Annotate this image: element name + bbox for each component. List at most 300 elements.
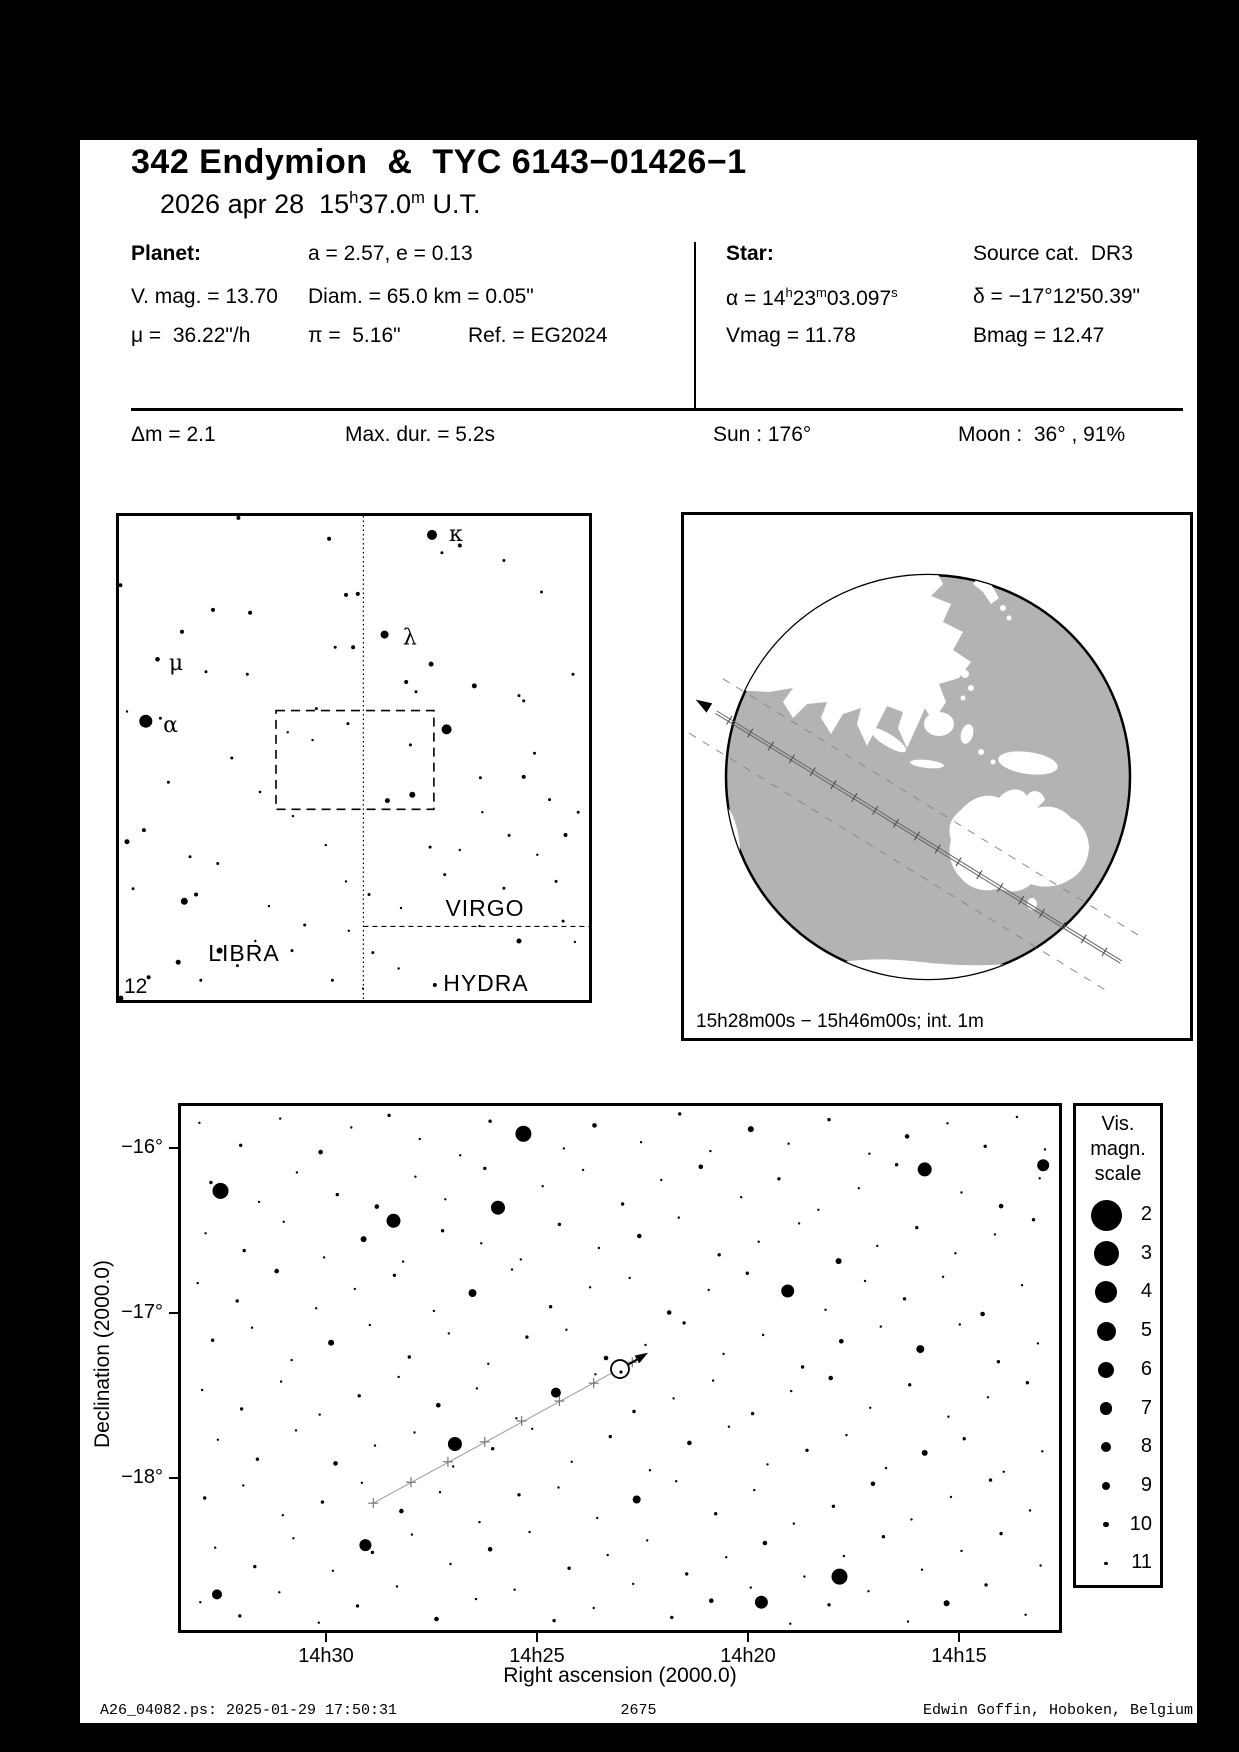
star-dot xyxy=(119,583,122,587)
star-dot xyxy=(571,1461,573,1463)
star-dot xyxy=(350,1126,352,1128)
star-dot xyxy=(513,1589,515,1591)
star-dot xyxy=(660,1179,662,1181)
globe-canvas xyxy=(684,515,1190,1038)
star-dot xyxy=(336,1193,339,1196)
legend-title xyxy=(1076,1112,1160,1187)
star-dot xyxy=(582,1169,584,1171)
star-dot xyxy=(867,1590,869,1592)
star-dot xyxy=(502,887,505,890)
star-dot xyxy=(839,1339,844,1344)
star-dot xyxy=(385,798,390,803)
star-dot xyxy=(832,1505,835,1508)
star-dot xyxy=(211,1339,214,1342)
star-dot xyxy=(531,1428,533,1430)
y-tick-label-m18: −18° xyxy=(121,1466,163,1488)
star-dot xyxy=(549,1305,552,1308)
star-dot xyxy=(443,873,446,876)
star-dot xyxy=(251,1327,253,1329)
track-direction-arrow xyxy=(696,700,713,713)
constellation-virgo: VIRGO xyxy=(445,895,525,921)
legend-mag-value: 8 xyxy=(1140,1435,1152,1458)
star-dot xyxy=(646,1539,648,1541)
star-dot xyxy=(404,680,408,684)
star-dot xyxy=(522,699,525,702)
star-dot xyxy=(518,694,521,697)
star-dot xyxy=(515,1417,517,1419)
star-dot xyxy=(950,1496,952,1498)
star-dot xyxy=(994,1233,996,1235)
star-dot xyxy=(303,924,306,927)
star-dot xyxy=(331,979,334,982)
star-dot xyxy=(709,1598,714,1603)
x-tick-label-14h15: 14h15 xyxy=(931,1645,987,1667)
star-dot xyxy=(374,1444,376,1446)
star-dot xyxy=(947,1416,949,1418)
ra-s-sup: s xyxy=(891,285,898,300)
star-dot xyxy=(315,707,318,710)
footer-author: Edwin Goffin, Hoboken, Belgium xyxy=(922,1702,1193,1719)
star-dot xyxy=(125,839,130,844)
target-star-circle xyxy=(611,1360,629,1378)
star-dot xyxy=(632,1410,635,1413)
star-dot xyxy=(763,1541,768,1546)
star-dot xyxy=(240,1407,243,1410)
star-dot xyxy=(479,776,482,779)
star-dot xyxy=(632,1583,634,1585)
star-dot xyxy=(126,710,128,712)
star-dot xyxy=(649,1469,651,1471)
legend-mag-value: 4 xyxy=(1140,1280,1152,1303)
star-dot xyxy=(999,1532,1002,1535)
star-dot xyxy=(718,1253,721,1256)
star-dot xyxy=(678,1216,680,1218)
star-dot xyxy=(362,987,364,989)
star-dot xyxy=(520,1258,522,1260)
star-dot xyxy=(594,1373,596,1375)
star-dot xyxy=(199,1601,201,1603)
ra-m-sup: m xyxy=(816,285,827,300)
star-dot xyxy=(292,1537,294,1539)
star-dot xyxy=(449,1563,451,1565)
star-dot xyxy=(946,1122,948,1124)
star-dot xyxy=(1037,1342,1039,1344)
star-dot xyxy=(439,1491,441,1493)
star-dot xyxy=(621,1202,624,1205)
planet-orbit-elements: a = 2.57, e = 0.13 xyxy=(308,242,473,265)
star-dot xyxy=(1021,1284,1023,1286)
star-dot xyxy=(381,631,389,639)
star-dot xyxy=(476,1387,478,1389)
land-japan-island xyxy=(1000,605,1006,611)
star-dot xyxy=(242,1484,244,1486)
star-dot xyxy=(678,1112,681,1115)
planet-motion: μ = 36.22"/h xyxy=(131,324,251,347)
star-dot xyxy=(433,1310,435,1312)
star-dot xyxy=(1029,1509,1031,1511)
star-dot xyxy=(942,1276,944,1278)
star-dot xyxy=(758,1241,760,1243)
star-dot xyxy=(311,739,313,741)
star-dot xyxy=(201,1389,203,1391)
star-dot xyxy=(371,951,374,954)
ra-seconds: 03.097 xyxy=(826,287,892,310)
star-dot xyxy=(984,1145,987,1148)
star-dot xyxy=(801,1365,804,1368)
star-dot xyxy=(789,1623,791,1625)
star-dot xyxy=(1039,1564,1041,1566)
star-dot xyxy=(921,1569,923,1571)
legend-mag-dot xyxy=(1104,1562,1108,1566)
star-dot xyxy=(604,1356,609,1361)
star-dot xyxy=(574,941,576,943)
star-dot xyxy=(555,880,558,883)
star-dot xyxy=(1016,1116,1018,1118)
star-dot xyxy=(167,781,170,784)
star-dot xyxy=(189,855,192,858)
star-dot xyxy=(480,1242,482,1244)
land-philippines xyxy=(961,670,969,678)
star-dot xyxy=(528,1531,530,1533)
hour-superscript: h xyxy=(349,188,359,207)
star-dot xyxy=(398,1376,400,1378)
star-dot xyxy=(1037,1159,1049,1171)
star-dot xyxy=(781,1285,794,1298)
star-dot xyxy=(910,1518,912,1520)
star-dot xyxy=(517,1493,520,1496)
star-dot xyxy=(885,1467,887,1469)
star-dot xyxy=(348,930,350,932)
star-dot xyxy=(1044,1148,1046,1150)
star-dot xyxy=(469,1289,477,1297)
star-dot xyxy=(533,752,536,755)
page-title: 342 Endymion & TYC 6143−01426−1 xyxy=(131,143,747,181)
star-dot xyxy=(997,1360,1000,1363)
ra-hours: α = 14 xyxy=(726,287,786,310)
asteroid-path-line xyxy=(373,1358,639,1503)
y-tick-label-m16: −16° xyxy=(121,1136,163,1158)
finder-chart xyxy=(116,513,592,1003)
legend-title-line3: scale xyxy=(1094,1163,1142,1185)
star-dot xyxy=(387,1214,401,1228)
greek-star-label: κ xyxy=(448,522,463,548)
star-dot xyxy=(323,1256,325,1258)
ut-label: U.T. xyxy=(425,189,481,219)
star-dot xyxy=(194,893,198,897)
star-dot xyxy=(321,1500,324,1503)
star-dot xyxy=(212,1589,222,1599)
legend-mag-dot xyxy=(1102,1482,1110,1490)
star-dot xyxy=(434,1617,439,1622)
star-dot xyxy=(248,611,252,615)
star-dot xyxy=(282,1514,284,1516)
star-dot xyxy=(444,1198,446,1200)
star-dot xyxy=(354,1288,356,1290)
star-dot xyxy=(230,757,233,760)
legend-mag-value: 6 xyxy=(1140,1357,1152,1380)
legend-title-line2: magn. xyxy=(1090,1138,1146,1160)
star-dot xyxy=(577,811,580,814)
star-dot xyxy=(740,1196,742,1198)
star-dot xyxy=(984,1583,987,1586)
star-dot xyxy=(203,1496,206,1499)
star-dot xyxy=(960,1550,962,1552)
star-dot xyxy=(905,1134,910,1139)
star-dot xyxy=(429,846,432,849)
land-timor xyxy=(991,760,996,765)
star-dot xyxy=(159,717,162,720)
star-dot xyxy=(963,1437,966,1440)
star-dot xyxy=(607,1554,609,1556)
moon-elongation: Moon : 36° , 91% xyxy=(958,423,1126,446)
star-dot xyxy=(371,1551,374,1554)
star-dot xyxy=(239,1144,242,1147)
star-section-label: Star: xyxy=(726,242,774,265)
star-dot xyxy=(515,1126,531,1142)
star-dot xyxy=(236,516,240,520)
legend-mag-value: 11 xyxy=(1131,1551,1152,1574)
x-tick-14h25 xyxy=(536,1633,538,1642)
star-dot xyxy=(750,1586,752,1588)
star-dot xyxy=(864,1280,866,1282)
greek-star-label: λ xyxy=(402,625,417,651)
star-dot xyxy=(522,775,526,779)
star-dot xyxy=(478,1521,480,1523)
x-tick-14h30 xyxy=(325,1633,327,1642)
star-dot xyxy=(675,1480,677,1482)
star-dot xyxy=(205,670,208,673)
star-dot xyxy=(989,1478,992,1481)
star-dot xyxy=(558,1223,561,1226)
star-dot xyxy=(292,815,294,817)
star-dot xyxy=(332,1570,334,1572)
star-dot xyxy=(916,1345,924,1353)
star-dot xyxy=(637,1234,642,1239)
star-dot xyxy=(708,1289,710,1291)
star-dot xyxy=(491,1201,505,1215)
legend-mag-value: 3 xyxy=(1140,1241,1152,1264)
star-dot xyxy=(725,1556,727,1558)
star-dot xyxy=(253,1565,256,1568)
star-dot xyxy=(356,592,360,596)
constellation-libra: LIBRA xyxy=(208,940,280,966)
star-dot xyxy=(562,920,565,923)
star-dot xyxy=(214,1547,216,1549)
star-dot xyxy=(755,1596,768,1609)
star-dot xyxy=(593,1607,595,1609)
star-dot xyxy=(448,1332,450,1334)
star-dot xyxy=(442,724,452,734)
legend-mag-value: 5 xyxy=(1140,1319,1152,1342)
star-dot xyxy=(258,1201,260,1203)
legend-mag-value: 10 xyxy=(1129,1512,1152,1535)
magnitude-scale-legend xyxy=(1073,1103,1163,1588)
star-dot xyxy=(318,1622,320,1624)
star-dot xyxy=(441,1229,444,1232)
star-dot xyxy=(709,1150,711,1152)
star-dot xyxy=(287,731,289,733)
star-dot xyxy=(283,1221,285,1223)
legend-title-line1: Vis. xyxy=(1101,1113,1135,1135)
table-rule xyxy=(131,408,1183,411)
ra-minutes: 23 xyxy=(792,287,817,310)
star-dot xyxy=(399,1509,404,1514)
legend-mag-value: 9 xyxy=(1140,1473,1152,1496)
y-axis-title: Declination (2000.0) xyxy=(91,1260,114,1448)
star-dot xyxy=(295,1429,297,1431)
star-dot xyxy=(827,1118,830,1121)
y-tick-m18 xyxy=(169,1477,178,1479)
event-datetime xyxy=(160,188,481,220)
star-dot xyxy=(419,1138,421,1140)
star-dot xyxy=(142,828,146,832)
star-dot xyxy=(598,1247,600,1249)
star-dot xyxy=(722,1353,724,1355)
star-dot xyxy=(209,1181,212,1184)
star-dot xyxy=(358,1394,361,1397)
star-dot xyxy=(832,1569,848,1585)
star-dot xyxy=(491,1447,494,1450)
star-dot xyxy=(592,1123,597,1128)
star-dot xyxy=(488,1547,493,1552)
star-dot xyxy=(413,1431,415,1433)
star-dot xyxy=(762,1334,764,1336)
star-dot xyxy=(633,1496,641,1504)
star-dot xyxy=(409,743,412,746)
star-dot xyxy=(478,925,480,927)
star-dec: δ = −17°12'50.39" xyxy=(973,285,1141,308)
star-dot xyxy=(361,1482,363,1484)
star-dot xyxy=(333,1461,338,1466)
star-dot xyxy=(685,1572,688,1575)
star-dot xyxy=(325,844,327,846)
minutes-text: 37.0 xyxy=(358,189,412,219)
star-dot xyxy=(828,1376,833,1381)
star-dot xyxy=(836,1258,842,1264)
date-text: 2026 apr 28 15 xyxy=(160,189,350,219)
star-dot xyxy=(548,798,551,801)
star-dot xyxy=(319,1413,321,1415)
star-dot xyxy=(869,1407,871,1409)
star-dot xyxy=(552,1619,555,1622)
star-dot xyxy=(629,1277,631,1279)
star-dot xyxy=(199,979,202,982)
star-dot xyxy=(397,967,399,969)
star-dot xyxy=(197,1282,199,1284)
star-dot xyxy=(1041,1450,1043,1452)
star-dot xyxy=(483,1167,486,1170)
x-tick-14h15 xyxy=(958,1633,960,1642)
y-tick-label-m17: −17° xyxy=(121,1301,163,1323)
star-dot xyxy=(858,1187,860,1189)
star-dot xyxy=(409,792,415,798)
star-dot xyxy=(204,1232,206,1234)
star-dot xyxy=(1039,1177,1041,1179)
land-philippines2 xyxy=(968,685,974,691)
constellation-hydra: HYDRA xyxy=(443,970,529,996)
legend-mag-dot xyxy=(1098,1362,1114,1378)
star-dot xyxy=(766,1463,768,1465)
star-dot xyxy=(448,1437,462,1451)
star-dot xyxy=(572,673,575,676)
star-dot xyxy=(402,1260,404,1262)
star-dot xyxy=(459,849,461,851)
x-tick-14h20 xyxy=(747,1633,749,1642)
star-dot xyxy=(315,1307,317,1309)
globe-panel xyxy=(681,512,1193,1041)
star-dot xyxy=(351,645,355,649)
star-dot xyxy=(400,907,402,909)
planet-vmag: V. mag. = 13.70 xyxy=(131,285,278,308)
legend-mag-dot xyxy=(1095,1281,1117,1303)
star-dot xyxy=(882,1535,885,1538)
star-dot xyxy=(915,1226,918,1229)
paper-sheet xyxy=(80,140,1197,1723)
star-dot xyxy=(502,559,505,562)
star-dot xyxy=(525,1335,528,1338)
legend-mag-dot xyxy=(1094,1241,1119,1266)
magnitude-drop: Δm = 2.1 xyxy=(131,423,216,446)
star-dot xyxy=(908,1383,911,1386)
star-dot xyxy=(1032,1218,1035,1221)
star-dot xyxy=(536,854,538,856)
star-dot xyxy=(334,646,337,649)
star-dot xyxy=(918,1162,932,1176)
star-dot xyxy=(414,1176,416,1178)
star-dot xyxy=(361,1236,367,1242)
star-dot xyxy=(699,1165,704,1170)
star-dot xyxy=(687,1441,692,1446)
legend-mag-dot xyxy=(1101,1442,1111,1452)
planet-parallax: π = 5.16" xyxy=(308,324,401,347)
star-dot xyxy=(753,1489,755,1491)
star-dot xyxy=(609,1435,612,1438)
star-ra xyxy=(726,285,898,311)
star-dot xyxy=(803,1575,805,1577)
star-dot xyxy=(790,1390,792,1392)
star-dot xyxy=(876,1245,878,1247)
star-dot xyxy=(238,1614,241,1617)
star-dot xyxy=(1026,1381,1029,1384)
star-dot xyxy=(198,1122,200,1124)
star-dot xyxy=(557,1486,559,1488)
land-moluccas xyxy=(978,749,984,755)
star-dot xyxy=(508,834,511,837)
star-dot xyxy=(268,905,270,907)
star-dot xyxy=(296,1171,298,1173)
star-dot xyxy=(290,1359,292,1361)
land-nz-north xyxy=(1101,898,1120,925)
planet-reference: Ref. = EG2024 xyxy=(468,324,608,347)
star-dot xyxy=(155,657,160,662)
star-dot xyxy=(452,1465,454,1467)
star-dot xyxy=(712,1379,714,1381)
star-dot xyxy=(440,551,443,554)
star-dot xyxy=(280,1380,282,1382)
star-dot xyxy=(278,1591,280,1593)
star-dot xyxy=(644,1344,646,1346)
star-bmag: Bmag = 12.47 xyxy=(973,324,1105,347)
ra-h-sup: h xyxy=(785,285,793,300)
star-dot xyxy=(987,1396,989,1398)
planet-section-label: Planet: xyxy=(131,242,202,265)
star-dot xyxy=(542,1185,544,1187)
star-dot xyxy=(827,1603,830,1606)
star-dot xyxy=(567,1567,570,1570)
star-dot xyxy=(411,1533,413,1535)
land-nz-south xyxy=(1114,924,1136,950)
greek-star-label: α xyxy=(163,712,179,738)
